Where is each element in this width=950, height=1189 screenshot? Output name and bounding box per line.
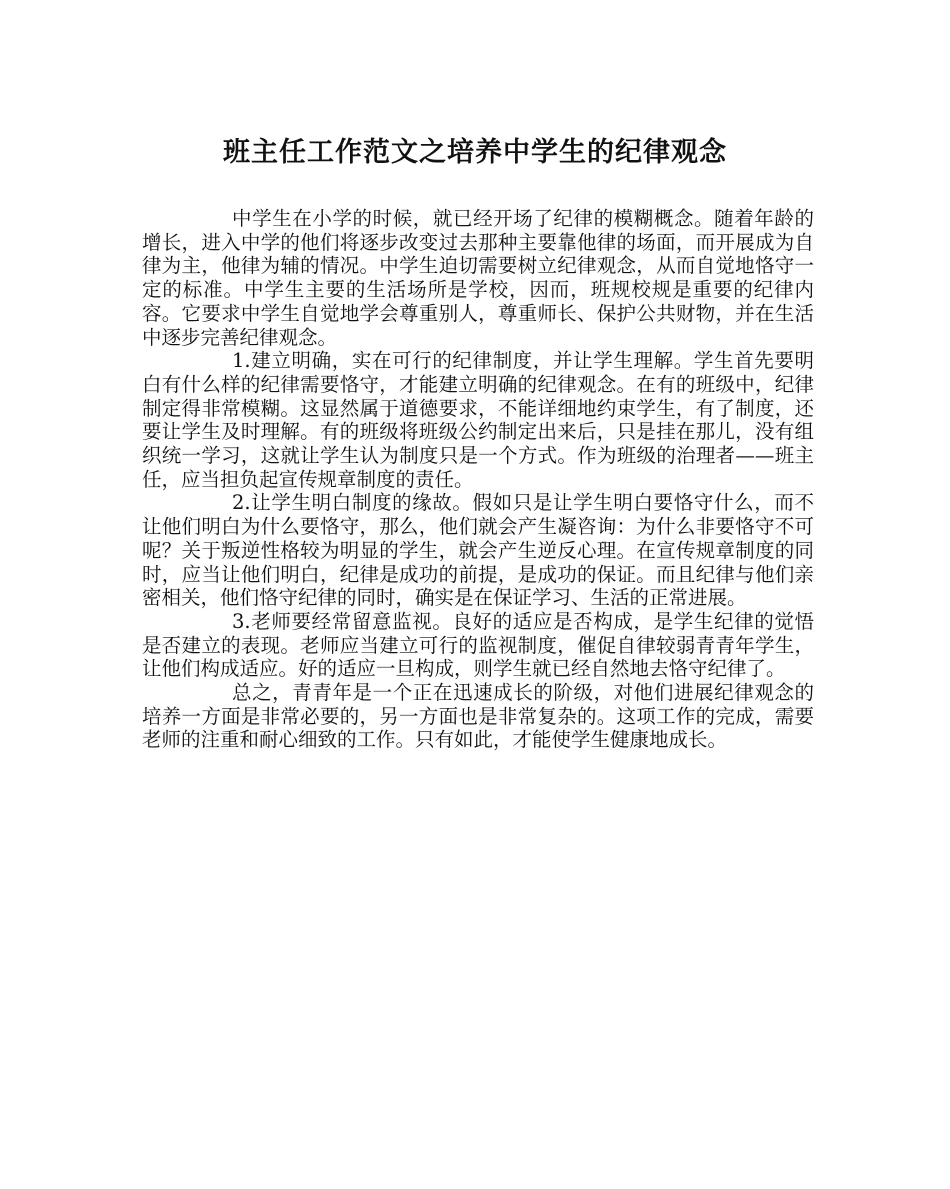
paragraph-point-2: 2.让学生明白制度的缘故。假如只是让学生明白要恪守什么，而不让他们明白为什么要恪守，那么，他们就会产生凝咨询：为什么非要恪守不可呢？关于叛逆性格较为明显的学生，就会产生逆反心理。在宣传规章制度的同时，应当让他们明白，纪律是成功的前提，是成功的保证。而且纪律与他们亲密相关，他们恪守纪律的同时，确实是在保证学习、生活的正常进展。 — [142, 491, 814, 610]
paragraph-intro: 中学生在小学的时候，就已经开场了纪律的模糊概念。随着年龄的增长，进入中学的他们将逐步改变过去那种主要靠他律的场面，而开展成为自律为主，他律为辅的情况。中学生迫切需要树立纪律观念，从而自觉地恪守一定的标准。中学生主要的生活场所是学校，因而，班规校规是重要的纪律内容。它要求中学生自觉地学会尊重别人，尊重师长、保护公共财物，并在生活中逐步完善纪律观念。 — [142, 207, 814, 349]
paragraph-point-3: 3.老师要经常留意监视。良好的适应是否构成，是学生纪律的觉悟是否建立的表现。老师应当建立可行的监视制度，催促自律较弱青青年学生，让他们构成适应。好的适应一旦构成，则学生就已经自然地去恪守纪律了。 — [142, 609, 814, 681]
paragraph-point-1: 1.建立明确，实在可行的纪律制度，并让学生理解。学生首先要明白有什么样的纪律需要恪守，才能建立明确的纪律观念。在有的班级中，纪律制定得非常模糊。这显然属于道德要求，不能详细地约束学生，有了制度，还要让学生及时理解。有的班级将班级公约制定出来后，只是挂在那儿，没有组织统一学习，这就让学生认为制度只是一个方式。作为班级的治理者——班主任，应当担负起宣传规章制度的责任。 — [142, 349, 814, 491]
document-body — [142, 207, 814, 752]
document-title: 班主任工作范文之培养中学生的纪律观念 — [223, 137, 727, 168]
paragraph-conclusion: 总之，青青年是一个正在迅速成长的阶级，对他们进展纪律观念的培养一方面是非常必要的，另一方面也是非常复杂的。这项工作的完成，需要老师的注重和耐心细致的工作。只有如此，才能使学生健康地成长。 — [142, 681, 814, 752]
